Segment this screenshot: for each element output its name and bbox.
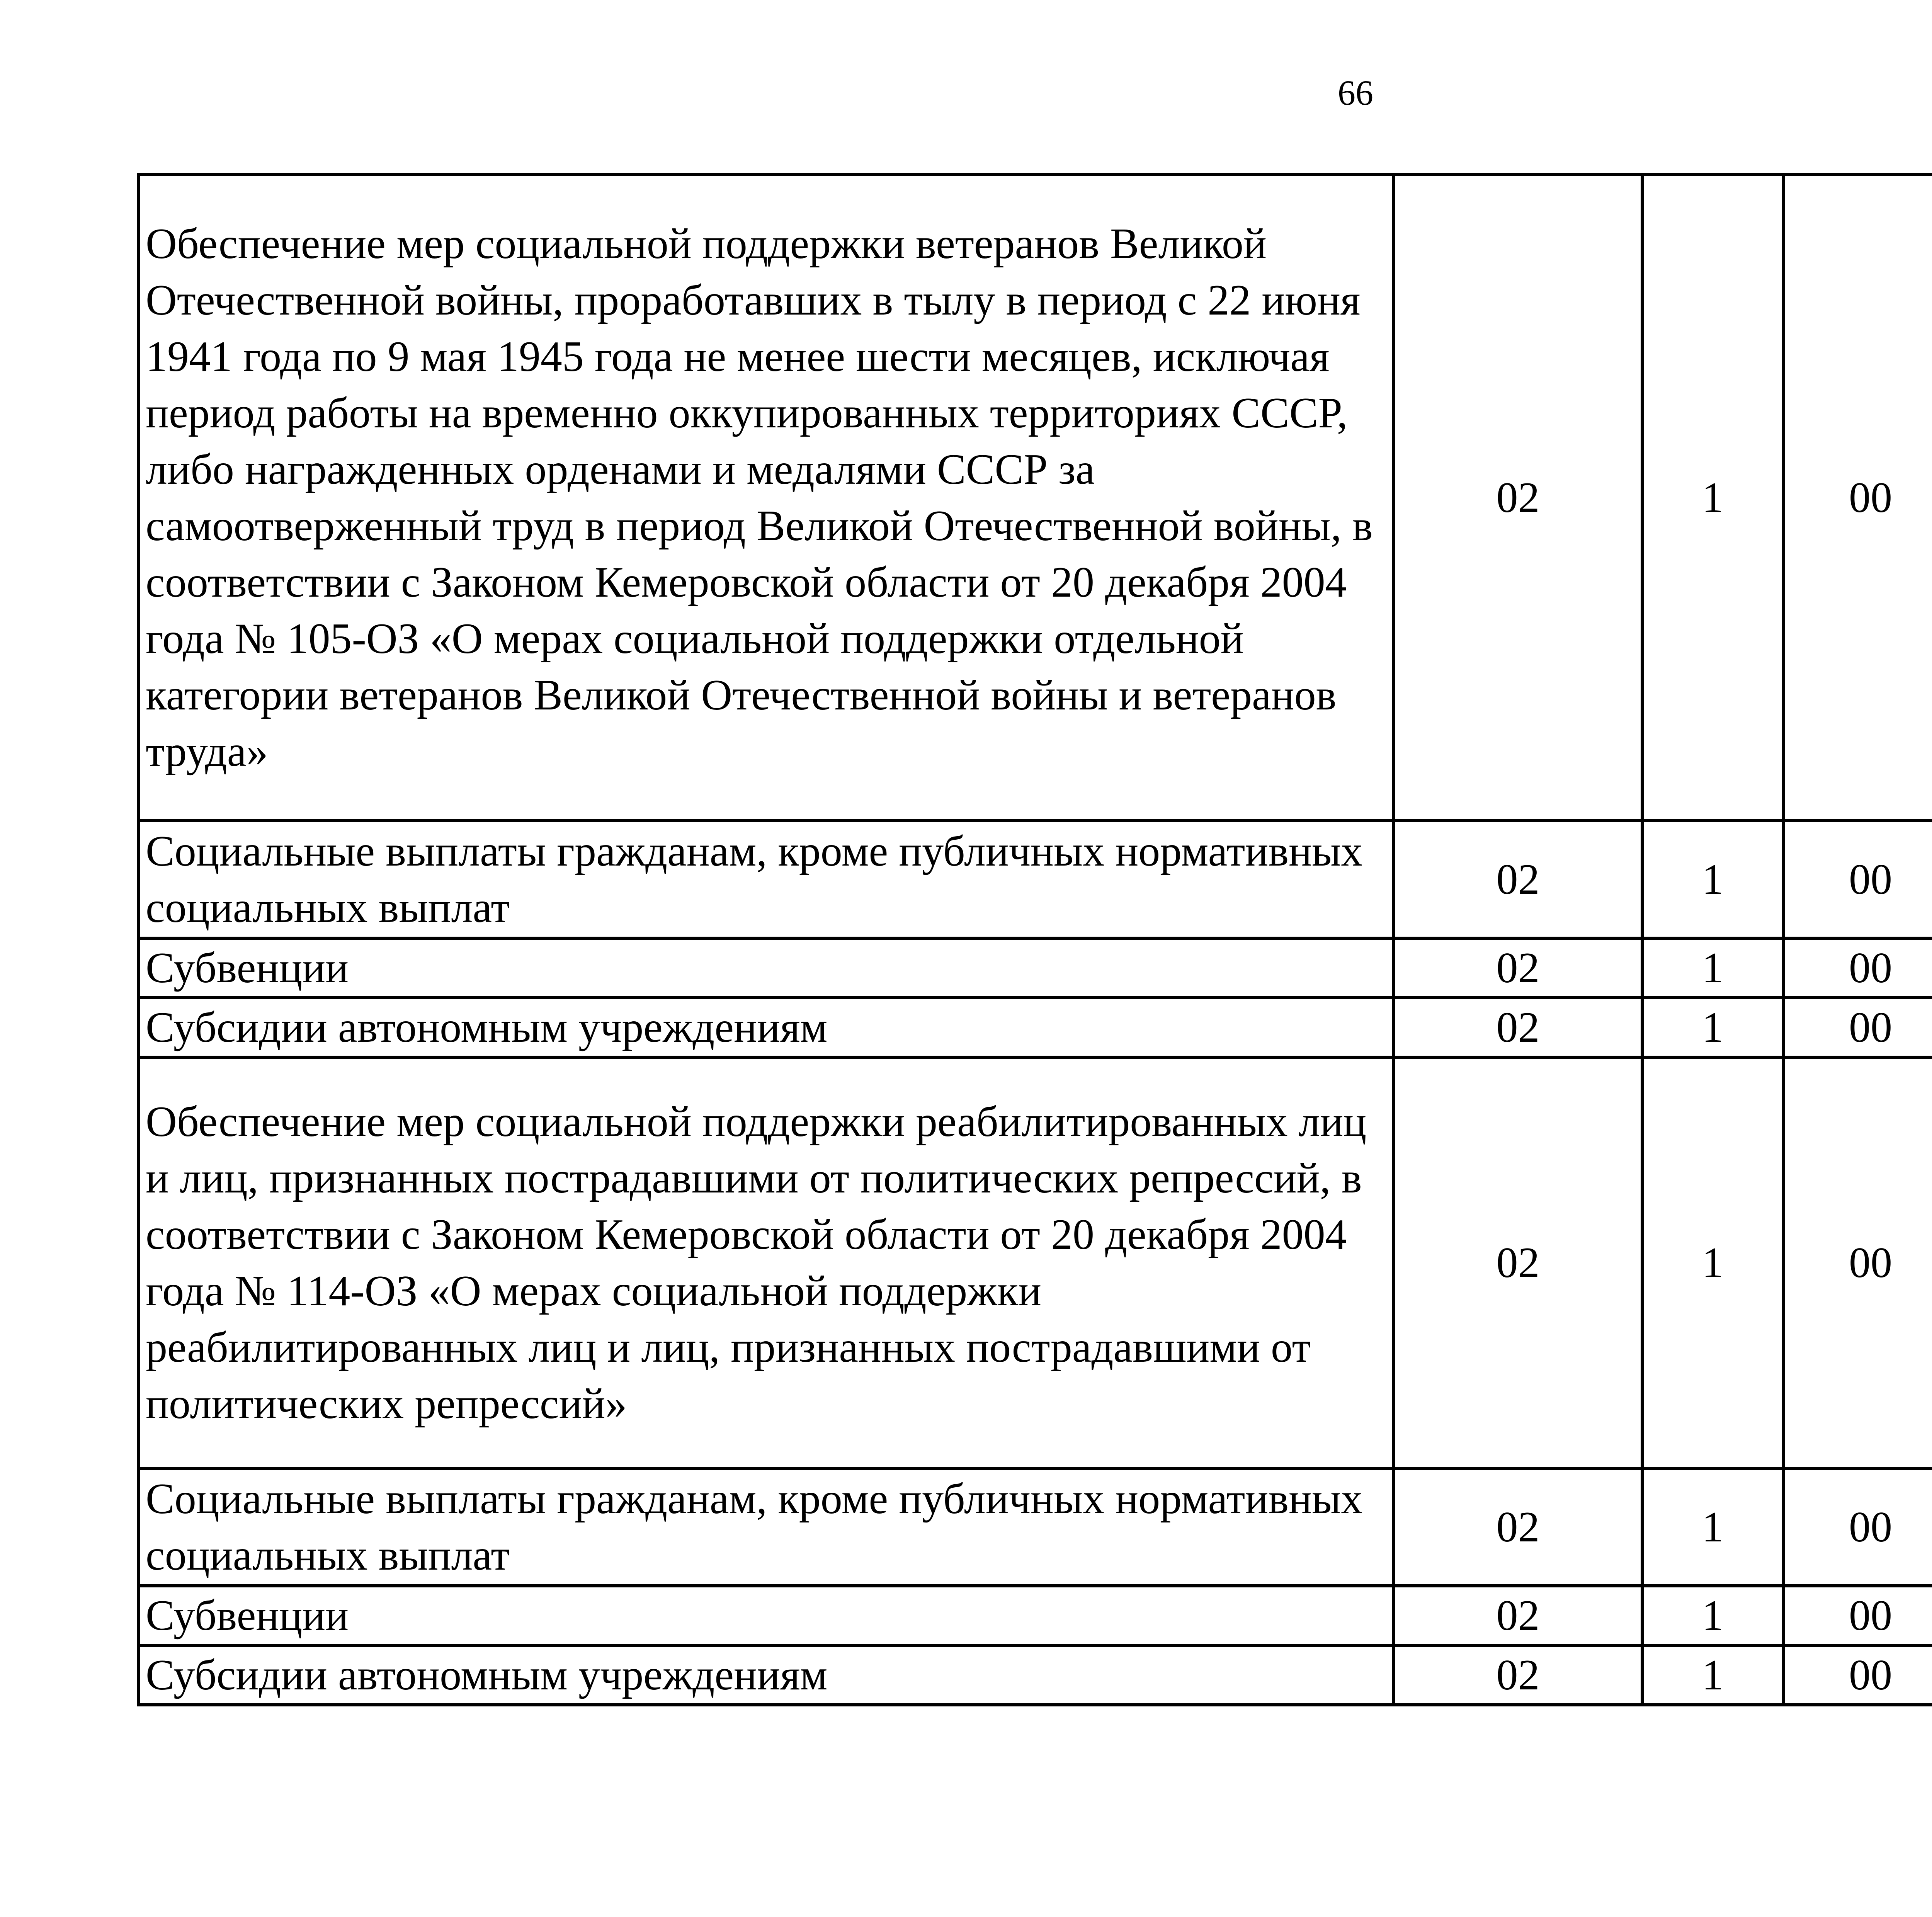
table-row [139, 938, 1932, 998]
row-name-cell: Социальные выплаты гражданам, кроме публичных нормативных социальных выплат [139, 1468, 1394, 1586]
section-cell: 02 [1394, 1645, 1642, 1705]
subsection-cell: 1 [1642, 1645, 1783, 1705]
table-row [139, 175, 1932, 821]
subsection-cell: 1 [1642, 1468, 1783, 1586]
table-row [139, 1586, 1932, 1645]
section-cell: 02 [1394, 1586, 1642, 1645]
table-row [139, 821, 1932, 938]
row-name-cell: Социальные выплаты гражданам, кроме публичных нормативных социальных выплат [139, 821, 1394, 938]
subsection-cell: 1 [1642, 938, 1783, 998]
program-cell: 00 [1783, 1645, 1932, 1705]
section-cell: 02 [1394, 175, 1642, 821]
program-cell: 00 [1783, 1586, 1932, 1645]
section-cell: 02 [1394, 998, 1642, 1057]
row-name-cell: Обеспечение мер социальной поддержки ветеранов Великой Отечественной войны, проработавших в тылу в период с 22 июня 1941 года по 9 мая 1945 года не менее шести месяцев, исключая период работы на временно оккупированных территориях СССР, либо награжденных орденами и медалями СССР за самоотверженный труд в период Великой Отечественной войны, в соответствии с Законом Кемеровской области от 20 декабря 2004 года № 105-ОЗ «О мерах социальной поддержки отдельной категории ветеранов Великой Отечественной войны и ветеранов труда» [139, 175, 1394, 821]
budget-table [137, 173, 1932, 1706]
table-row [139, 1468, 1932, 1586]
program-cell: 00 [1783, 1057, 1932, 1468]
row-name-cell: Субсидии автономным учреждениям [139, 1645, 1394, 1705]
program-cell: 00 [1783, 175, 1932, 821]
program-cell: 00 [1783, 1468, 1932, 1586]
section-cell: 02 [1394, 821, 1642, 938]
program-cell: 00 [1783, 821, 1932, 938]
program-cell: 00 [1783, 938, 1932, 998]
table-row [139, 1057, 1932, 1468]
row-name-cell: Субвенции [139, 938, 1394, 998]
section-cell: 02 [1394, 938, 1642, 998]
table-row [139, 1645, 1932, 1705]
row-name-cell: Обеспечение мер социальной поддержки реабилитированных лиц и лиц, признанных пострадавшими от политических репрессий, в соответствии с Законом Кемеровской области от 20 декабря 2004 года № 114-ОЗ «О мерах социальной поддержки реабилитированных лиц и лиц, признанных пострадавшими от политических репрессий» [139, 1057, 1394, 1468]
subsection-cell: 1 [1642, 175, 1783, 821]
row-name-cell: Субвенции [139, 1586, 1394, 1645]
subsection-cell: 1 [1642, 821, 1783, 938]
subsection-cell: 1 [1642, 998, 1783, 1057]
section-cell: 02 [1394, 1468, 1642, 1586]
program-cell: 00 [1783, 998, 1932, 1057]
table-row [139, 998, 1932, 1057]
page-number: 66 [1338, 73, 1373, 112]
section-cell: 02 [1394, 1057, 1642, 1468]
subsection-cell: 1 [1642, 1586, 1783, 1645]
subsection-cell: 1 [1642, 1057, 1783, 1468]
row-name-cell: Субсидии автономным учреждениям [139, 998, 1394, 1057]
